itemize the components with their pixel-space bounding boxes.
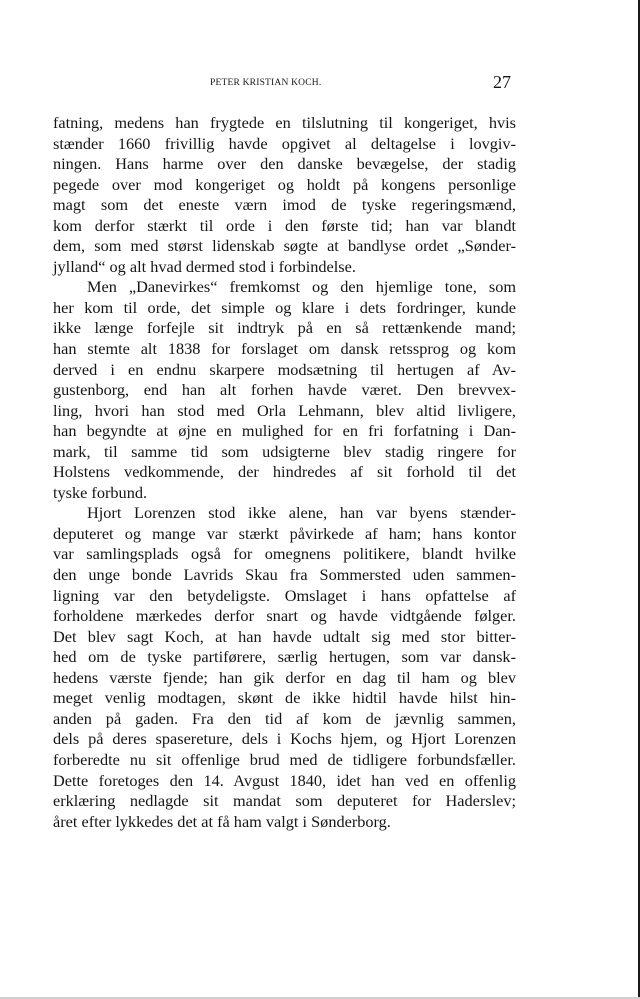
text-line: Dette foretoges den 14. Avgust 1840, idet han ved en offenlig bbox=[53, 770, 516, 790]
text-line: mark, til samme tid som udsigterne blev stadig ringere for bbox=[53, 441, 516, 461]
text-line: derved i en endnu skarpere modsætning til hertugen af Av- bbox=[53, 359, 516, 379]
text-line: Hjort Lorenzen stod ikke alene, han var byens stænder- bbox=[87, 503, 516, 523]
text-line: stænder 1660 frivillig havde opgivet al deltagelse i lovgiv- bbox=[53, 133, 516, 153]
text-line: her kom til orde, det simple og klare i dets fordringer, kunde bbox=[53, 297, 516, 317]
paragraph bbox=[53, 113, 516, 277]
text-line: dem, som med størst lidenskab søgte at bandlyse ordet „Sønder- bbox=[53, 236, 516, 256]
text-line: forholdene mærkedes derfor snart og havde vidtgående følger. bbox=[53, 606, 516, 626]
text-line: året efter lykkedes det at få ham valgt i Sønderborg. bbox=[53, 811, 391, 831]
text-line: ligning var den betydeligste. Omslaget i hans opfattelse af bbox=[53, 585, 516, 605]
text-line: forberedte nu sit offenlige brud med de tidligere forbundsfæller. bbox=[53, 749, 516, 769]
text-line: ling, hvori han stod med Orla Lehmann, blev altid livligere, bbox=[53, 400, 516, 420]
text-body bbox=[53, 113, 516, 832]
text-line: kom derfor stærkt til orde i den første tid; han var blandt bbox=[53, 215, 516, 235]
text-line: ikke længe forfejle sit indtryk på en så rettænkende mand; bbox=[53, 318, 516, 338]
text-line: fatning, medens han frygtede en tilslutning til kongeriget, hvis bbox=[53, 113, 516, 132]
text-line: var samlingsplads også for omegnens politikere, blandt hvilke bbox=[53, 544, 516, 564]
text-line: erklæring nedlagde sit mandat som deputeret for Haderslev; bbox=[53, 791, 516, 811]
text-line: tyske forbund. bbox=[53, 482, 148, 502]
text-line: hed om de tyske partiførere, særlig hertugen, som var dansk- bbox=[53, 647, 516, 667]
paragraph bbox=[53, 277, 516, 503]
text-line: den unge bonde Lavrids Skau fra Sommersted uden sammen- bbox=[53, 565, 516, 585]
text-line: pegede over mod kongeriget og holdt på kongens personlige bbox=[53, 174, 516, 194]
text-line: magt som det eneste værn imod de tyske regeringsmænd, bbox=[53, 195, 516, 215]
text-line: gustenborg, end han alt forhen havde været. Den brevvex- bbox=[53, 380, 516, 400]
text-line: Men „Danevirkes“ fremkomst og den hjemlige tone, som bbox=[87, 277, 516, 297]
text-line: han begyndte at øjne en mulighed for en fri forfatning i Dan- bbox=[53, 421, 516, 441]
text-line: meget venlig modtagen, skønt de ikke hidtil havde hilst hin- bbox=[53, 688, 516, 708]
paragraph bbox=[53, 503, 516, 832]
text-line: dels på deres spasereture, dels i Kochs hjem, og Hjort Lorenzen bbox=[53, 729, 516, 749]
text-line: deputeret og mange var stærkt påvirkede af ham; hans kontor bbox=[53, 523, 516, 543]
text-line: Holstens vedkommende, der hindredes af sit forhold til det bbox=[53, 462, 516, 482]
text-line: anden på gaden. Fra den tid af kom de jævnlig sammen, bbox=[53, 708, 516, 728]
text-line: ningen. Hans harme over den danske bevægelse, der stadig bbox=[53, 154, 516, 174]
page-number: 27 bbox=[493, 72, 511, 92]
text-line: Det blev sagt Koch, at han havde udtalt sig med stor bitter- bbox=[53, 626, 516, 646]
text-line: hedens værste fjende; han gik derfor en dag til ham og blev bbox=[53, 667, 516, 687]
text-line: jylland“ og alt hvad dermed stod i forbindelse. bbox=[53, 256, 356, 276]
running-head: PETER KRISTIAN KOCH. bbox=[210, 78, 322, 88]
text-line: han stemte alt 1838 for forslaget om dansk retssprog og kom bbox=[53, 339, 516, 359]
